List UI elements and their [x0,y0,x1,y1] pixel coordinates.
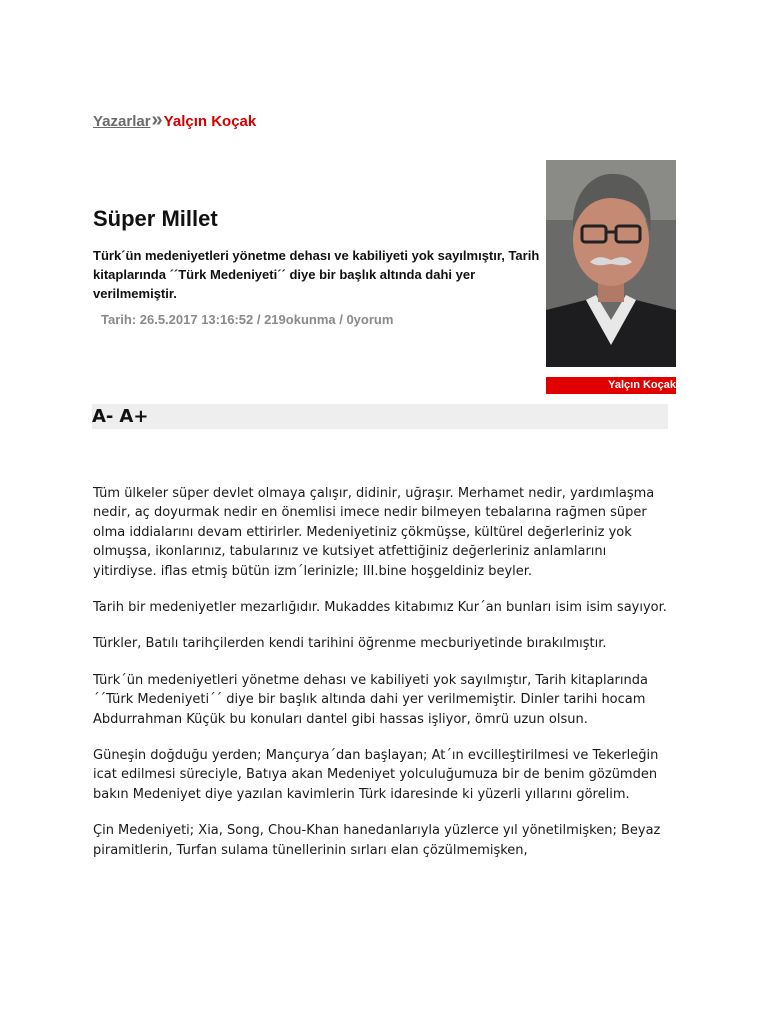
increase-font-button[interactable]: A+ [119,406,149,427]
author-caption: Yalçın Koçak [546,377,676,394]
breadcrumb-current: Yalçın Koçak [163,113,257,130]
article-meta: Tarih: 26.5.2017 13:16:52 / 219okunma / 0yorum [101,312,394,327]
article-title: Süper Millet [93,206,218,231]
article-body [93,484,673,877]
article-paragraph: Türk´ün medeniyetleri yönetme dehası ve kabiliyeti yok sayılmıştır, Tarih kitaplarında ´´Türk Medeniyeti´´ diye bir başlık altında dahi yer verilmemiştir. Dinler tarihi hocam Abdurrahman Küçük bu konuları dantel gibi hassas işliyor, ömrü uzun olsun. [93,672,648,727]
article-paragraph: Tarih bir medeniyetler mezarlığıdır. Mukaddes kitabımız Kur´an bunları isim isim sayıyor. [93,600,667,616]
article-paragraph: Türkler, Batılı tarihçilerden kendi tarihini öğrenme mecburiyetinde bırakılmıştır. [93,636,607,652]
font-size-toolbar [92,404,668,429]
article-paragraph: Tüm ülkeler süper devlet olmaya çalışır, didinir, uğraşır. Merhamet nedir, yardımlaşma nedir, aç doyurmak nedir en önemlisi imece nedir bilmeyen tebalarına rağmen süper olma iddialarını devam ettirirler. Medeniyetiniz çökmüşse, kültürel değerleriniz yok olmuşsa, ikonlarınız, tabularınız ve kutsiyet atfettiğiniz değerleriniz anlamlarını yitirdiyse. iflas etmiş bütün izm´lerinizle; III.bine hoşgeldiniz beyler. [93,486,655,579]
article-summary: Türk´ün medeniyetleri yönetme dehası ve kabiliyeti yok sayılmıştır, Tarih kitaplarında ´´Türk Medeniyeti´´ diye bir başlık altında dahi yer verilmemiştir. [93,248,540,301]
article-paragraph: Güneşin doğduğu yerden; Mançurya´dan başlayan; At´ın evcilleştirilmesi ve Tekerleğin icat edilmesi süreciyle, Batıya akan Medeniyet yolculuğumuza bir de benim gözümden bakın Medeniyet diye yazılan kavimlerin Türk idaresinde ki yüzerli yıllarını görelim. [93,748,659,802]
article-paragraph: Çin Medeniyeti; Xia, Song, Chou-Khan hanedanlarıyla yüzlerce yıl yönetilmişken; Beyaz piramitlerin, Turfan sulama tünellerinin sırları elan çözülmemişken, [93,823,661,858]
author-portrait-image [546,160,676,367]
breadcrumb-separator: » [151,109,163,131]
breadcrumb [93,110,256,130]
breadcrumb-authors-link[interactable]: Yazarlar [93,113,151,130]
author-photo[interactable] [546,160,676,367]
decrease-font-button[interactable]: A- [92,406,114,427]
